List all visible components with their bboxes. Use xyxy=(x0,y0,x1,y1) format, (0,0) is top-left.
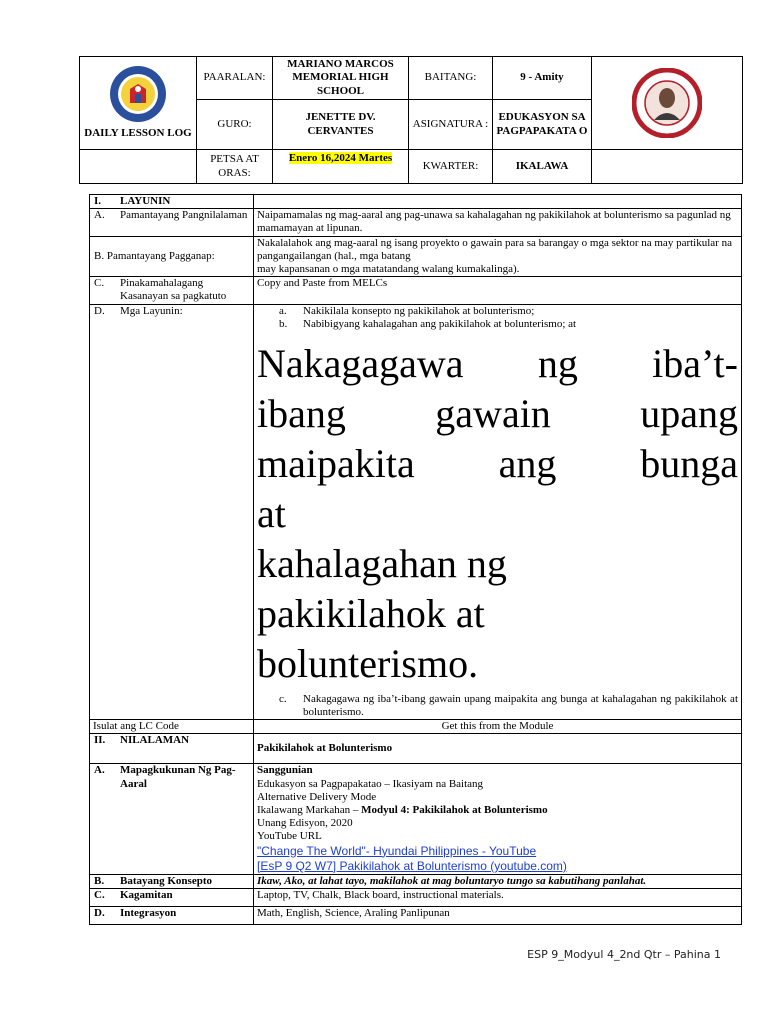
mga-layunin-label: D. Mga Layunin: xyxy=(90,304,254,720)
page-footer: ESP 9_Modyul 4_2nd Qtr – Pahina 1 xyxy=(527,948,721,961)
date-label: PETSA AT ORAS: xyxy=(197,150,273,184)
pinakamahalagang-label: C. Pinakamahalagang Kasanayan sa pagkatuto xyxy=(90,277,254,304)
table-row xyxy=(90,889,742,907)
table-row xyxy=(90,764,742,875)
teacher-value: JENETTE DV. CERVANTES xyxy=(273,100,409,150)
subject-value: EDUKASYON SA PAGPAPAKATA O xyxy=(493,100,592,150)
teacher-label: GURO: xyxy=(197,100,273,150)
table-row xyxy=(90,236,742,277)
table-row xyxy=(90,720,742,734)
section-layunin: I. LAYUNIN xyxy=(90,195,254,209)
batayang-konsepto-label: B. Batayang Konsepto xyxy=(90,874,254,888)
objective-a: a. Nakikilala konsepto ng pakikilahok at bolunterismo; xyxy=(279,304,535,317)
school-logo-cell xyxy=(592,57,743,150)
kagamitan-value: Laptop, TV, Chalk, Black board, instructional materials. xyxy=(254,889,742,907)
quarter-label: KWARTER: xyxy=(409,150,493,184)
table-row xyxy=(90,304,742,720)
integrasyon-label: D. Integrasyon xyxy=(90,907,254,925)
table-row xyxy=(90,907,742,925)
nilalaman-value: Pakikilahok at Bolunterismo xyxy=(254,734,742,764)
kagamitan-label: C. Kagamitan xyxy=(90,889,254,907)
header-table xyxy=(79,56,743,184)
mga-layunin-value xyxy=(254,304,742,720)
grade-value: 9 - Amity xyxy=(493,57,592,100)
pamantayang-pagganap-value: Nakalalahok ang mag-aaral ng isang proyekto o gawain para sa barangay o mga sektor na may partikular na pangangailangan (hal., mga batang may kapansanan o mga matatandang walang kumakalinga). xyxy=(254,236,742,277)
youtube-link-esp9[interactable]: [EsP 9 Q2 W7] Pakikilahok at Bolunterismo (youtube.com) xyxy=(257,858,567,873)
lc-code-value: Get this from the Module xyxy=(254,720,742,734)
pamantayang-pangnilalaman-value: Naipamamalas ng mag-aaral ang pag-unawa sa kahalagahan ng pakikilahok at bolunterismo sa pagunlad ng mamamayan at lipunan. xyxy=(254,209,742,236)
school-value: MARIANO MARCOS MEMORIAL HIGH SCHOOL xyxy=(273,57,409,100)
document-title: DAILY LESSON LOG xyxy=(84,127,192,140)
large-objective-text: Nakagagawa ng iba’t- ibang gawain upang maipakita ang bunga at kahalagahan ng pakikilahok at bolunterismo. xyxy=(257,340,738,686)
quarter-value: IKALAWA xyxy=(493,150,592,184)
section-nilalaman: II. NILALAMAN xyxy=(90,734,254,764)
objective-c: c. Nakagagawa ng iba’t-ibang gawain upang maipakita ang bunga at kahalagahan ng pakikilahok at bolunterismo. xyxy=(279,692,738,719)
deped-logo-cell xyxy=(80,57,197,150)
date-value: Enero 16,2024 Martes xyxy=(288,152,393,164)
table-row xyxy=(90,734,742,764)
lesson-table xyxy=(89,194,742,925)
mapagkukunan-label: A. Mapagkukunan Ng Pag-Aaral xyxy=(90,764,254,875)
batayang-konsepto-value: Ikaw, Ako, at lahat tayo, makilahok at mag boluntaryo tungo sa kabutihang panlahat. xyxy=(254,874,742,888)
objective-b: b. Nabibigyang kahalagahan ang pakikilahok at bolunterismo; at xyxy=(279,317,577,330)
lc-code-label: Isulat ang LC Code xyxy=(90,720,254,734)
pinakamahalagang-value: Copy and Paste from MELCs xyxy=(254,277,742,304)
table-row xyxy=(90,277,742,304)
integrasyon-value: Math, English, Science, Araling Panlipunan xyxy=(254,907,742,925)
empty-cell xyxy=(592,150,743,184)
table-row xyxy=(90,195,742,209)
youtube-link-change-the-world[interactable]: "Change The World"- Hyundai Philippines - YouTube xyxy=(257,843,537,858)
school-label: PAARALAN: xyxy=(197,57,273,100)
empty-cell xyxy=(80,150,197,184)
subject-label: ASIGNATURA : xyxy=(409,100,493,150)
deped-seal-icon xyxy=(109,65,167,123)
pamantayang-pangnilalaman-label: A. Pamantayang Pangnilalaman xyxy=(90,209,254,236)
school-seal-icon xyxy=(632,68,702,138)
table-row xyxy=(90,874,742,888)
date-cell xyxy=(273,150,409,184)
grade-label: BAITANG: xyxy=(409,57,493,100)
table-row xyxy=(90,209,742,236)
pamantayang-pagganap-label: B. Pamantayang Pagganap: xyxy=(90,236,254,277)
mapagkukunan-value: Sanggunian Edukasyon sa Pagpapakatao – Ikasiyam na Baitang Alternative Delivery Mode Ikalawang Markahan – Modyul 4: Pakikilahok at Bolunterismo Unang Edisyon, 2020 YouTube URL "Change The World"- Hyundai Philippines - YouTube [EsP 9 Q2 W7] Pakikilahok at Bolunterismo (youtube.com) xyxy=(254,764,742,875)
